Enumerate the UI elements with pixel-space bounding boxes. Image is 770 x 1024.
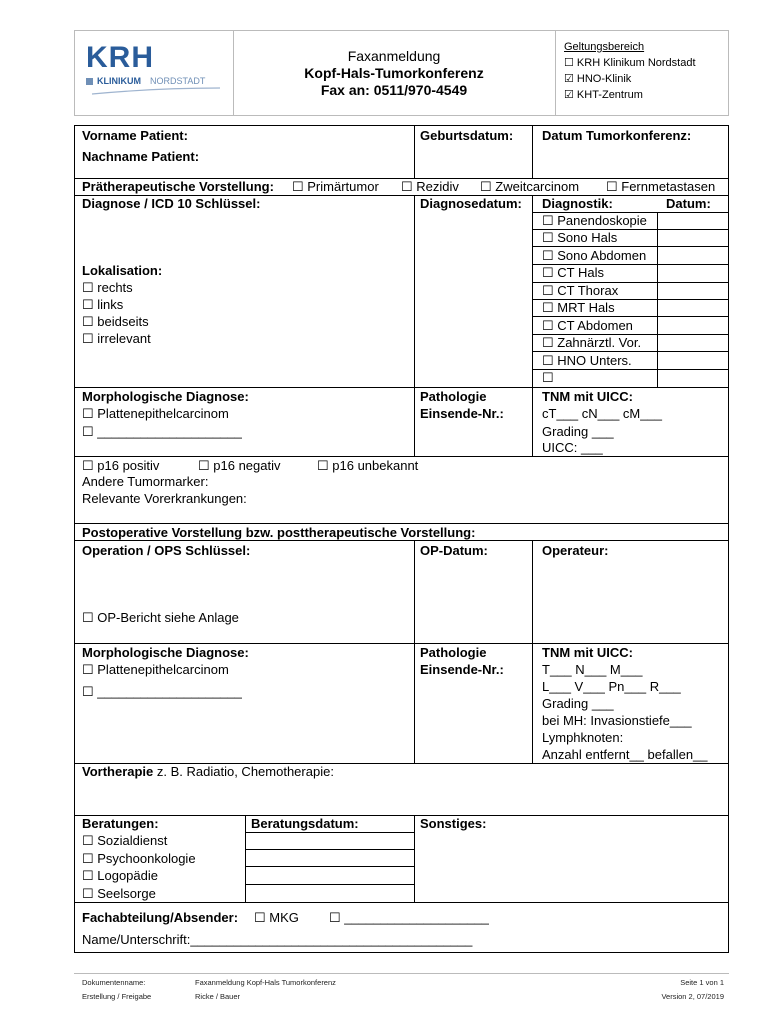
beratungsdatum-label: Beratungsdatum: [251, 816, 359, 831]
operateur-label: Operateur: [542, 543, 609, 558]
diagnostik-datum-label: Datum: [666, 196, 711, 211]
vortherapie-rest: z. B. Radiatio, Chemotherapie: [153, 764, 334, 779]
morph2-item-platten[interactable]: ☐ Plattenepithelcarcinom [82, 662, 229, 677]
p16-unbekannt[interactable]: ☐ p16 unbekannt [317, 458, 419, 473]
krh-logo [86, 42, 226, 98]
p16-positiv[interactable]: ☐ p16 positiv [82, 458, 160, 473]
absender-mkg[interactable]: ☐ MKG [254, 910, 299, 925]
logo-klinikum: KLINIKUM [97, 76, 141, 86]
absender-label: Fachabteilung/Absender: [82, 910, 239, 925]
diagnostik-item[interactable]: ☐ CT Abdomen [542, 318, 633, 333]
prae-option-zweit[interactable]: ☐ Zweitcarcinom [480, 179, 580, 194]
morph2-tnm-line: Lymphknoten: [542, 730, 624, 745]
header-title-line2: Kopf-Hals-Tumorkonferenz [304, 65, 484, 81]
morph1-tnm-line: UICC: ___ [542, 440, 603, 455]
morph2-tnm-line: bei MH: Invasionstiefe___ [542, 713, 692, 728]
header-title-line1: Faxanmeldung [347, 48, 441, 64]
prae-option-fern[interactable]: ☐ Fernmetastasen [606, 179, 716, 194]
op-datum-label: OP-Datum: [420, 543, 488, 558]
morph2-label: Morphologische Diagnose: [82, 645, 249, 660]
diagnostik-item[interactable]: ☐ MRT Hals [542, 300, 615, 315]
morph1-label: Morphologische Diagnose: [82, 389, 249, 404]
morph2-tnm-line: Anzahl entfernt__ befallen__ [542, 747, 708, 762]
geltungsbereich-title: Geltungsbereich [564, 41, 645, 53]
geltung-item[interactable]: ☑ HNO-Klinik [564, 73, 632, 85]
op-bericht-checkbox[interactable]: ☐ OP-Bericht siehe Anlage [82, 610, 239, 625]
morph2-pathologie: Pathologie [420, 645, 487, 660]
morph1-tnm-line: cT___ cN___ cM___ [542, 406, 662, 421]
diagnostik-item[interactable]: ☐ CT Hals [542, 265, 604, 280]
prae-option-primaer[interactable]: ☐ Primärtumor [292, 179, 379, 194]
morph1-einsende: Einsende-Nr.: [420, 406, 504, 421]
footer-doc-label: Dokumentenname: [82, 978, 146, 987]
beratung-item[interactable]: ☐ Psychoonkologie [82, 851, 196, 866]
lokalisation-item[interactable]: ☐ links [82, 297, 124, 312]
diagnostik-item[interactable]: ☐ Zahnärztl. Vor. [542, 335, 642, 350]
prae-label: Prätherapeutische Vorstellung: [82, 179, 274, 194]
beratung-item[interactable]: ☐ Logopädie [82, 868, 158, 883]
beratungen-label: Beratungen: [82, 816, 159, 831]
lokalisation-item[interactable]: ☐ irrelevant [82, 331, 151, 346]
morph1-item-other[interactable]: ☐ ____________________ [82, 424, 242, 439]
p16-negativ[interactable]: ☐ p16 negativ [198, 458, 281, 473]
morph2-einsende: Einsende-Nr.: [420, 662, 504, 677]
diagnostik-item[interactable]: ☐ [542, 370, 554, 385]
diagnose-label: Diagnose / ICD 10 Schlüssel: [82, 196, 261, 211]
absender-other[interactable]: ☐ ____________________ [329, 910, 489, 925]
beratung-item[interactable]: ☐ Sozialdienst [82, 833, 168, 848]
morph2-tnm-line: T___ N___ M___ [542, 662, 643, 677]
logo-square-icon [86, 78, 93, 85]
header-title-line3: Fax an: 0511/970-4549 [320, 82, 468, 98]
morph1-tnm-title: TNM mit UICC: [542, 389, 633, 404]
vorerkrankungen-label: Relevante Vorerkrankungen: [82, 491, 247, 506]
diagnostik-item[interactable]: ☐ HNO Unters. [542, 353, 632, 368]
footer-doc-value: Faxanmeldung Kopf-Hals Tumorkonferenz [195, 978, 336, 987]
tumorkonferenz-label: Datum Tumorkonferenz: [542, 128, 692, 143]
diagnostik-item[interactable]: ☐ Sono Abdomen [542, 248, 647, 263]
morph1-item-platten[interactable]: ☐ Plattenepithelcarcinom [82, 406, 229, 421]
operation-label: Operation / OPS Schlüssel: [82, 543, 251, 558]
morph2-tnm-line: L___ V___ Pn___ R___ [542, 679, 681, 694]
geltung-item[interactable]: ☑ KHT-Zentrum [564, 89, 643, 101]
morph2-item-other[interactable]: ☐ ____________________ [82, 684, 242, 699]
lokalisation-item[interactable]: ☐ beidseits [82, 314, 149, 329]
diagnostik-item[interactable]: ☐ Panendoskopie [542, 213, 647, 228]
post-label: Postoperative Vorstellung bzw. posttherapeutische Vorstellung: [82, 525, 476, 540]
vortherapie-label [82, 764, 334, 780]
footer-erst-label: Erstellung / Freigabe [82, 992, 152, 1001]
header-divider [555, 31, 556, 115]
logo-nordstadt: NORDSTADT [150, 76, 206, 86]
lokalisation-label: Lokalisation: [82, 263, 163, 278]
morph1-pathologie: Pathologie [420, 389, 487, 404]
nachname-label: Nachname Patient: [82, 149, 200, 164]
morph2-tnm-title: TNM mit UICC: [542, 645, 633, 660]
morph1-tnm-line: Grading ___ [542, 424, 614, 439]
logo-letters: KRH [86, 41, 154, 74]
diagnostik-item[interactable]: ☐ CT Thorax [542, 283, 619, 298]
diagnosedatum-label: Diagnosedatum: [420, 196, 522, 211]
name-unterschrift[interactable]: Name/Unterschrift:_______________________________________ [82, 932, 473, 947]
diagnostik-label: Diagnostik: [542, 196, 613, 211]
vortherapie-bold: Vortherapie [82, 764, 154, 779]
diagnostik-item[interactable]: ☐ Sono Hals [542, 230, 618, 245]
vorname-label: Vorname Patient: [82, 128, 188, 143]
andere-tumormarker-label: Andere Tumormarker: [82, 474, 209, 489]
prae-option-rezidiv[interactable]: ☐ Rezidiv [401, 179, 459, 194]
sonstiges-label: Sonstiges: [420, 816, 487, 831]
footer-seite: Seite 1 von 1 [680, 978, 724, 987]
footer-erst-value: Ricke / Bauer [195, 992, 241, 1001]
geltung-item[interactable]: ☐ KRH Klinikum Nordstadt [564, 57, 696, 69]
beratung-item[interactable]: ☐ Seelsorge [82, 886, 156, 901]
morph2-tnm-line: Grading ___ [542, 696, 614, 711]
logo-swoosh-icon [90, 86, 222, 96]
lokalisation-item[interactable]: ☐ rechts [82, 280, 133, 295]
footer-divider [74, 973, 729, 974]
geburtsdatum-label: Geburtsdatum: [420, 128, 514, 143]
footer-version: Version 2, 07/2019 [661, 992, 724, 1001]
